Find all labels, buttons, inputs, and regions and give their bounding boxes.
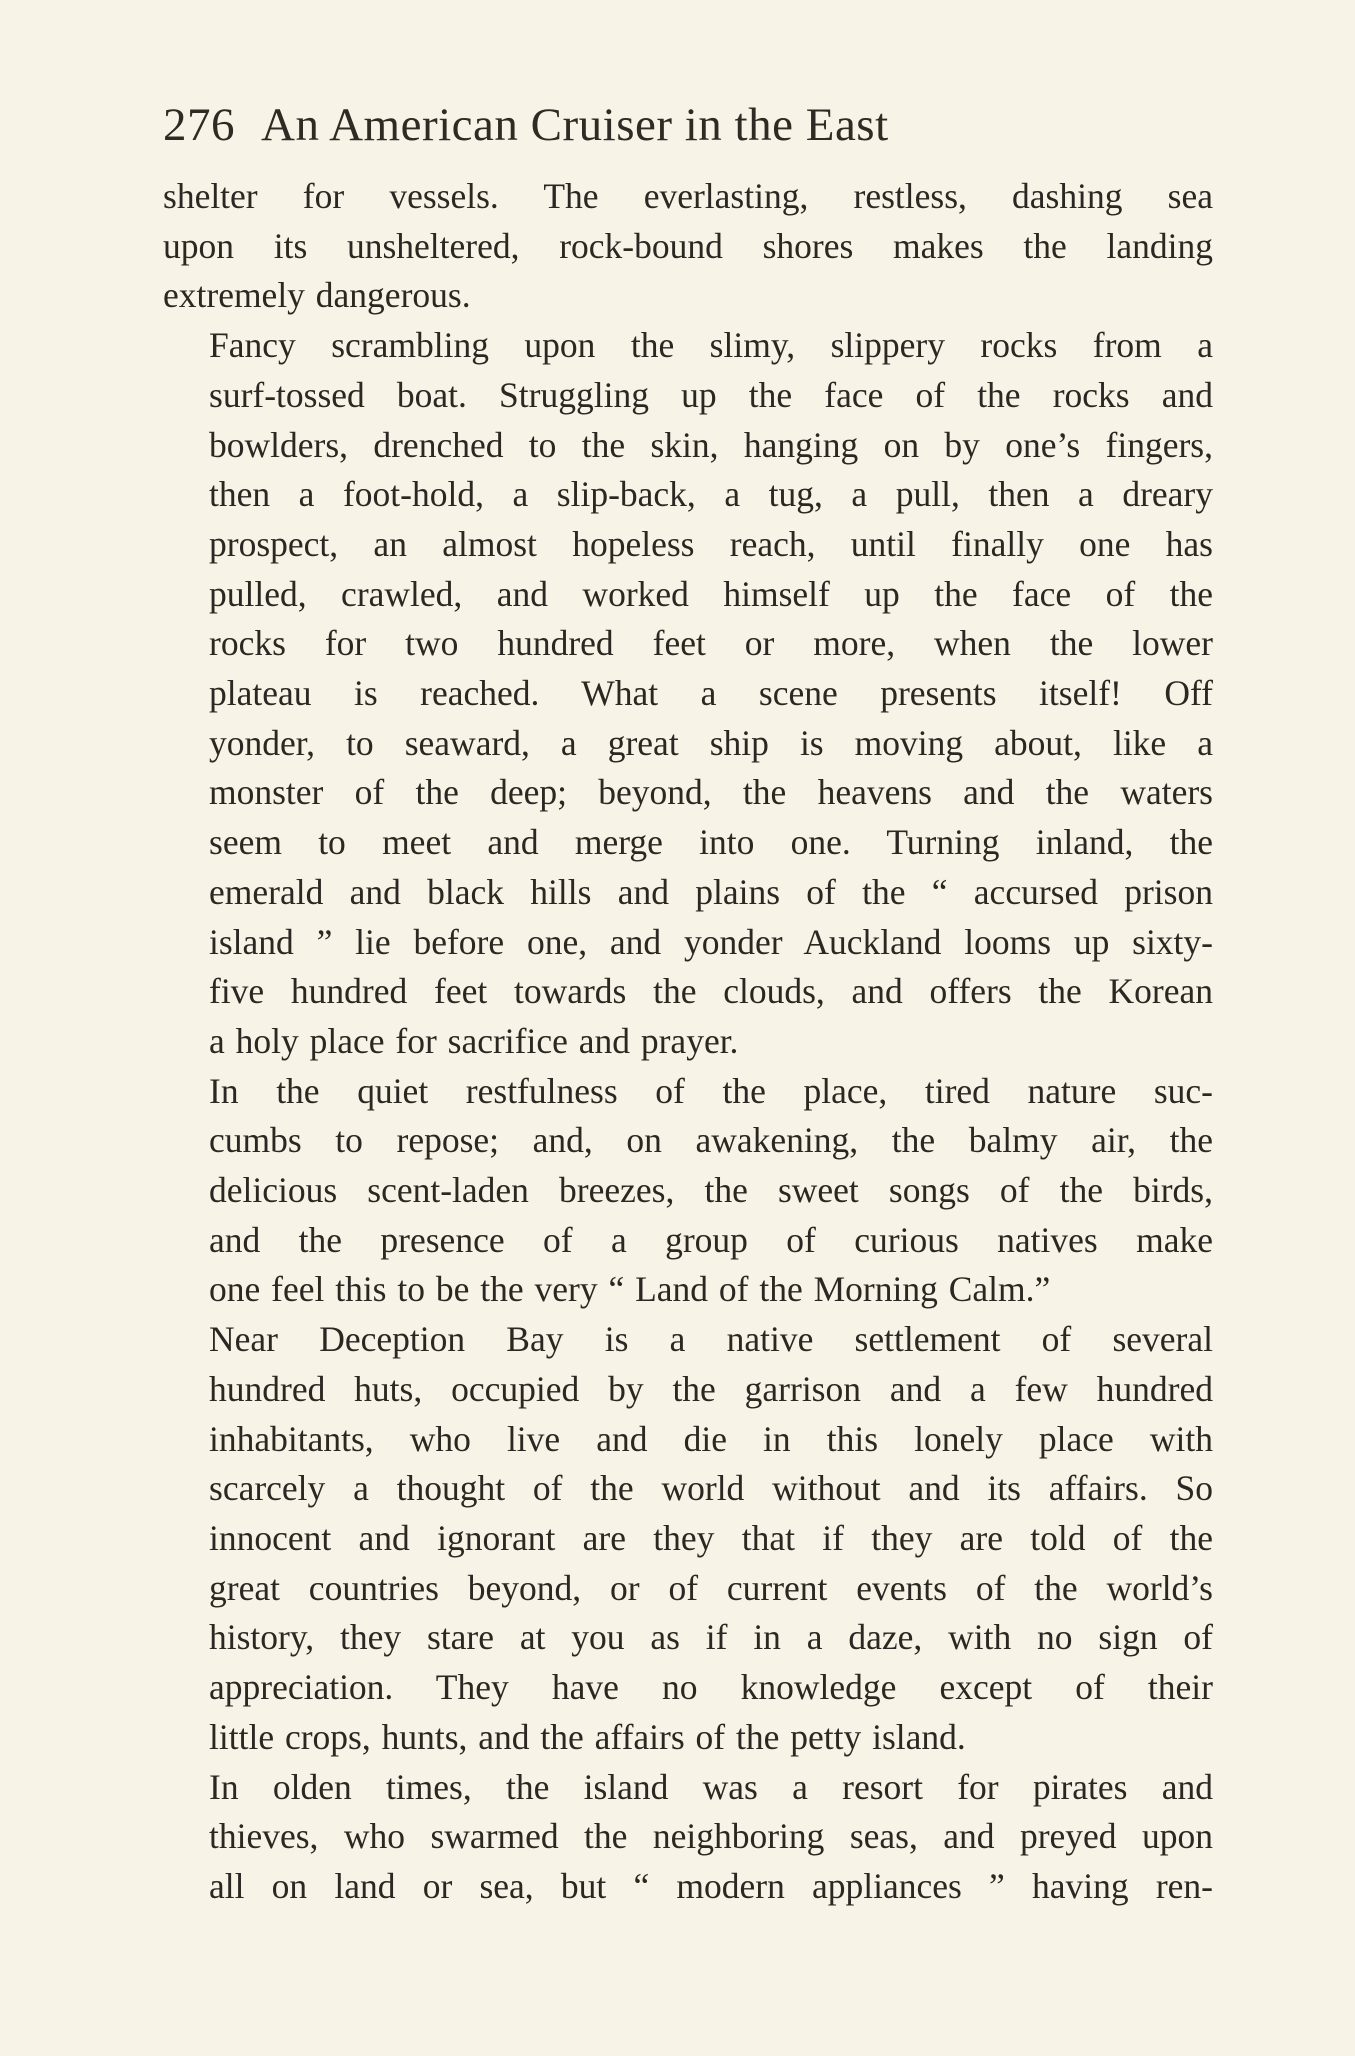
text-line: all on land or sea, but “ modern appliances ” having ren- (209, 1865, 1213, 1906)
book-page (163, 98, 1213, 1912)
body-text (163, 172, 1213, 1912)
running-head (163, 98, 1213, 152)
text-line: little crops, hunts, and the affairs of the petty island. (209, 1716, 966, 1757)
running-title: An American Cruiser in the East (261, 99, 889, 151)
text-line: extremely dangerous. (163, 275, 471, 316)
text-line: seem to meet and merge into one. Turning inland, the (209, 822, 1213, 863)
page-number: 276 (163, 99, 235, 151)
text-line: history, they stare at you as if in a daze, with no sign of (209, 1617, 1213, 1658)
text-line: a holy place for sacrifice and prayer. (209, 1020, 739, 1061)
text-line: scarcely a thought of the world without and its affairs. So (209, 1468, 1213, 1509)
text-line: then a foot-hold, a slip-back, a tug, a pull, then a dreary (209, 474, 1213, 515)
paragraph (163, 172, 1213, 321)
text-line: yonder, to seaward, a great ship is moving about, like a (209, 722, 1213, 763)
text-line: In olden times, the island was a resort for pirates and (209, 1766, 1213, 1807)
text-line: rocks for two hundred feet or more, when the lower (209, 623, 1213, 664)
text-line: five hundred feet towards the clouds, and offers the Korean (209, 971, 1213, 1012)
text-line: thieves, who swarmed the neighboring seas, and preyed upon (209, 1816, 1213, 1857)
text-line: surf-tossed boat. Struggling up the face of the rocks and (209, 374, 1213, 415)
text-line: hundred huts, occupied by the garrison and a few hundred (209, 1368, 1213, 1409)
paragraph (163, 1763, 1213, 1912)
paragraph (163, 1315, 1213, 1762)
paragraph (163, 1067, 1213, 1316)
text-line: innocent and ignorant are they that if they are told of the (209, 1517, 1213, 1558)
text-line: emerald and black hills and plains of the “ accursed prison (209, 871, 1213, 912)
text-line: and the presence of a group of curious natives make (209, 1219, 1213, 1260)
text-line: Near Deception Bay is a native settlement of several (209, 1319, 1213, 1360)
text-line: one feel this to be the very “ Land of the Morning Calm.” (209, 1269, 1051, 1310)
text-line: Fancy scrambling upon the slimy, slippery rocks from a (209, 325, 1213, 366)
text-line: pulled, crawled, and worked himself up the face of the (209, 573, 1213, 614)
text-line: prospect, an almost hopeless reach, until finally one has (209, 523, 1213, 564)
paragraph (163, 321, 1213, 1067)
text-line: appreciation. They have no knowledge except of their (209, 1667, 1213, 1708)
text-line: cumbs to repose; and, on awakening, the balmy air, the (209, 1120, 1213, 1161)
text-line: upon its unsheltered, rock-bound shores makes the landing (163, 225, 1213, 266)
text-line: island ” lie before one, and yonder Auckland looms up sixty- (209, 921, 1213, 962)
text-line: monster of the deep; beyond, the heavens and the waters (209, 772, 1213, 813)
text-line: In the quiet restfulness of the place, tired nature suc- (209, 1070, 1213, 1111)
text-line: bowlders, drenched to the skin, hanging on by one’s fingers, (209, 424, 1213, 465)
text-line: shelter for vessels. The everlasting, restless, dashing sea (163, 176, 1213, 216)
text-line: great countries beyond, or of current events of the world’s (209, 1567, 1213, 1608)
text-line: plateau is reached. What a scene presents itself! Off (209, 673, 1213, 714)
text-line: delicious scent-laden breezes, the sweet songs of the birds, (209, 1170, 1213, 1211)
text-line: inhabitants, who live and die in this lonely place with (209, 1418, 1213, 1459)
